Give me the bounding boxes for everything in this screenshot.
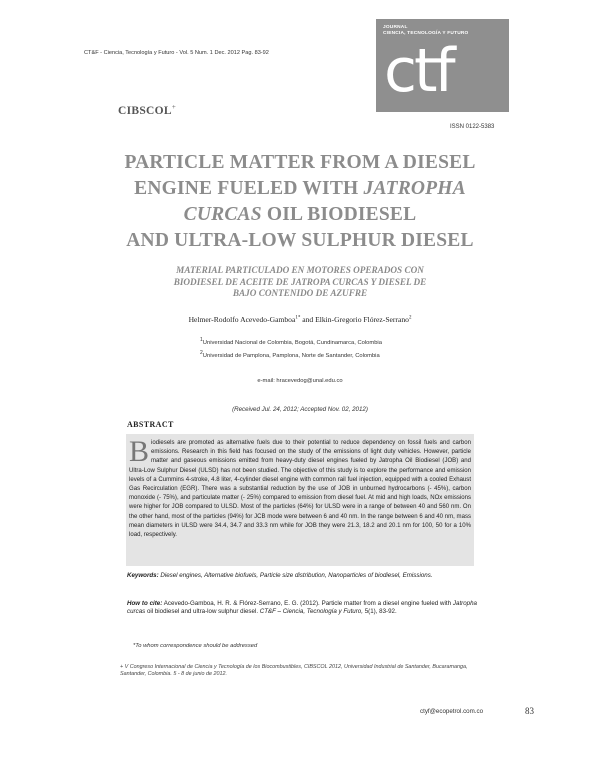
correspondence-note: *To whom correspondence should be addressed: [133, 643, 258, 649]
author-joiner: and: [300, 315, 316, 324]
keywords-label: Keywords:: [127, 572, 159, 579]
author-2-sup: 2: [408, 315, 412, 321]
title-line-3-plain: OIL BIODIESEL: [261, 204, 417, 225]
author-1-sup: 1*: [295, 315, 301, 321]
logo-label-line-1: JOURNAL: [383, 25, 408, 30]
author-1: Helmer-Rodolfo Acevedo-Gamboa: [188, 315, 296, 324]
title-line-3: [60, 202, 540, 228]
title-line-3-italic: CURCAS: [183, 204, 262, 225]
journal-header-line: CT&F - Ciencia, Tecnología y Futuro - Vol. 5 Num. 1 Dec. 2012 Pag. 83-92: [84, 50, 269, 56]
abstract-dropcap: B: [129, 435, 150, 468]
affiliation-2: [200, 350, 380, 359]
received-dates: (Received Jul. 24, 2012; Accepted Nov. 02, 2012): [232, 406, 368, 413]
journal-logo: [376, 19, 509, 112]
title-line-2-italic: JATROPHA: [363, 178, 466, 199]
how-to-cite: [127, 600, 477, 617]
abstract-heading: ABSTRACT: [127, 420, 174, 429]
logo-journal-label: [383, 25, 468, 36]
keywords-text: Diesel engines, Alternative biofuels, Particle size distribution, Nanoparticles of biodiesel, Emissions.: [158, 572, 433, 579]
cibscol-footnote-mark: +: [171, 103, 177, 111]
title-line-4: AND ULTRA-LOW SULPHUR DIESEL: [126, 230, 474, 251]
footer-email[interactable]: ctyf@ecopetrol.com.co: [420, 708, 484, 715]
affiliation-1-text: Universidad Nacional de Colombia, Bogotá, Cundinamarca, Colombia: [202, 339, 382, 346]
cibscol-label: [118, 103, 176, 117]
page-number: 83: [525, 706, 534, 716]
logo-label-line-2: CIENCIA, TECNOLOGÍA Y FUTURO: [383, 30, 469, 36]
keywords: [127, 572, 477, 579]
affiliation-1: [200, 337, 382, 346]
cite-text-3: 5(1), 83-92.: [362, 608, 397, 616]
affiliation-2-text: Universidad de Pamplona, Pamplona, Norte de Santander, Colombia: [202, 352, 380, 359]
conference-footnote: + V Congreso Internacional de Ciencia y Tecnología de los Biocombustibles, CIBSCOL 2012, Universidad Industrial de Santander, Bucaramanga, Santander, Colombia. 5 - 8 de junio de 2012.: [120, 664, 468, 678]
authors: [80, 315, 520, 324]
subtitle-line-2: BIODIESEL DE ACEITE DE JATROPA CURCAS Y DIESEL DE: [173, 276, 427, 287]
cite-italic-1: Jatropha curcas: [127, 600, 477, 616]
abstract-text: [129, 435, 471, 540]
article-subtitle: [80, 265, 520, 300]
abstract-box: [126, 434, 474, 566]
cite-italic-2: CT&F – Ciencia, Tecnología y Futuro,: [259, 608, 363, 616]
abstract-body: iodiesels are promoted as alternative fuels due to their potential to reduce dependency on fossil fuels and carbon emissions. Research in this field has focused on the study of the emissions of light duty vehicles. However, particle matter and gaseous emissions emitted from heavy-duty diesel engines fueled by Jatropha Oil Biodiesel (JOB) and Ultra-Low Sulphur Diesel (ULSD) has not been studied. The objective of this study is to explore the performance and emission levels of a Cummins 4-stroke, 4.8 liter, 4-cylinder diesel engine with common rail fuel injection, equipped with a cooled Exhaust Gas Recirculation (EGR). There was a substantial reduction by the use of JOB in unburned hydrocarbons (- 45%), carbon monoxide (- 75%), and particulate matter (- 25%) compared to emission from diesel fuel. At mid and high loads, NOx emissions were higher for JOB compared to ULSD. Most of the particles (64%) for ULSD were in a range of between 40 and 560 nm. On the other hand, most of the particles (94%) for JCB mode were between 6 and 40 nm. In the range between 6 and 40 nm, mass mean diameters in ULSD were 34.4, 34.7 and 33.3 nm while for JOB they were 21.3, 18.2 and 20.1 nm for 100, 50 for a 10% load, respectively.: [129, 440, 471, 539]
title-line-1: PARTICLE MATTER FROM A DIESEL: [124, 152, 476, 173]
affiliation-2-sup: 2: [200, 350, 203, 356]
cite-text-1: Acevedo-Gamboa, H. R. & Flórez-Serrano, E. G. (2012). Particle matter from a diesel engine fueled with: [162, 600, 453, 607]
logo-wordmark: ctf: [384, 36, 453, 106]
title-line-2-plain: ENGINE FUELED WITH: [134, 178, 364, 199]
author-2: Elkin-Gregorio Flórez-Serrano: [315, 315, 409, 324]
how-to-cite-label: How to cite:: [127, 600, 163, 607]
article-title: [60, 150, 540, 254]
title-line-2: [60, 176, 540, 202]
cibscol-text: CIBSCOL: [118, 104, 172, 117]
subtitle-line-1: MATERIAL PARTICULADO EN MOTORES OPERADOS CON: [176, 265, 424, 275]
issn: ISSN 0122-5383: [450, 124, 495, 130]
subtitle-line-3: BAJO CONTENIDO DE AZUFRE: [232, 288, 368, 299]
affiliation-1-sup: 1: [200, 337, 203, 343]
author-email: e-mail: hracevedog@unal.edu.co: [257, 378, 343, 384]
cite-text-2: oil biodiesel and ultra-low sulphur diesel.: [145, 608, 260, 616]
